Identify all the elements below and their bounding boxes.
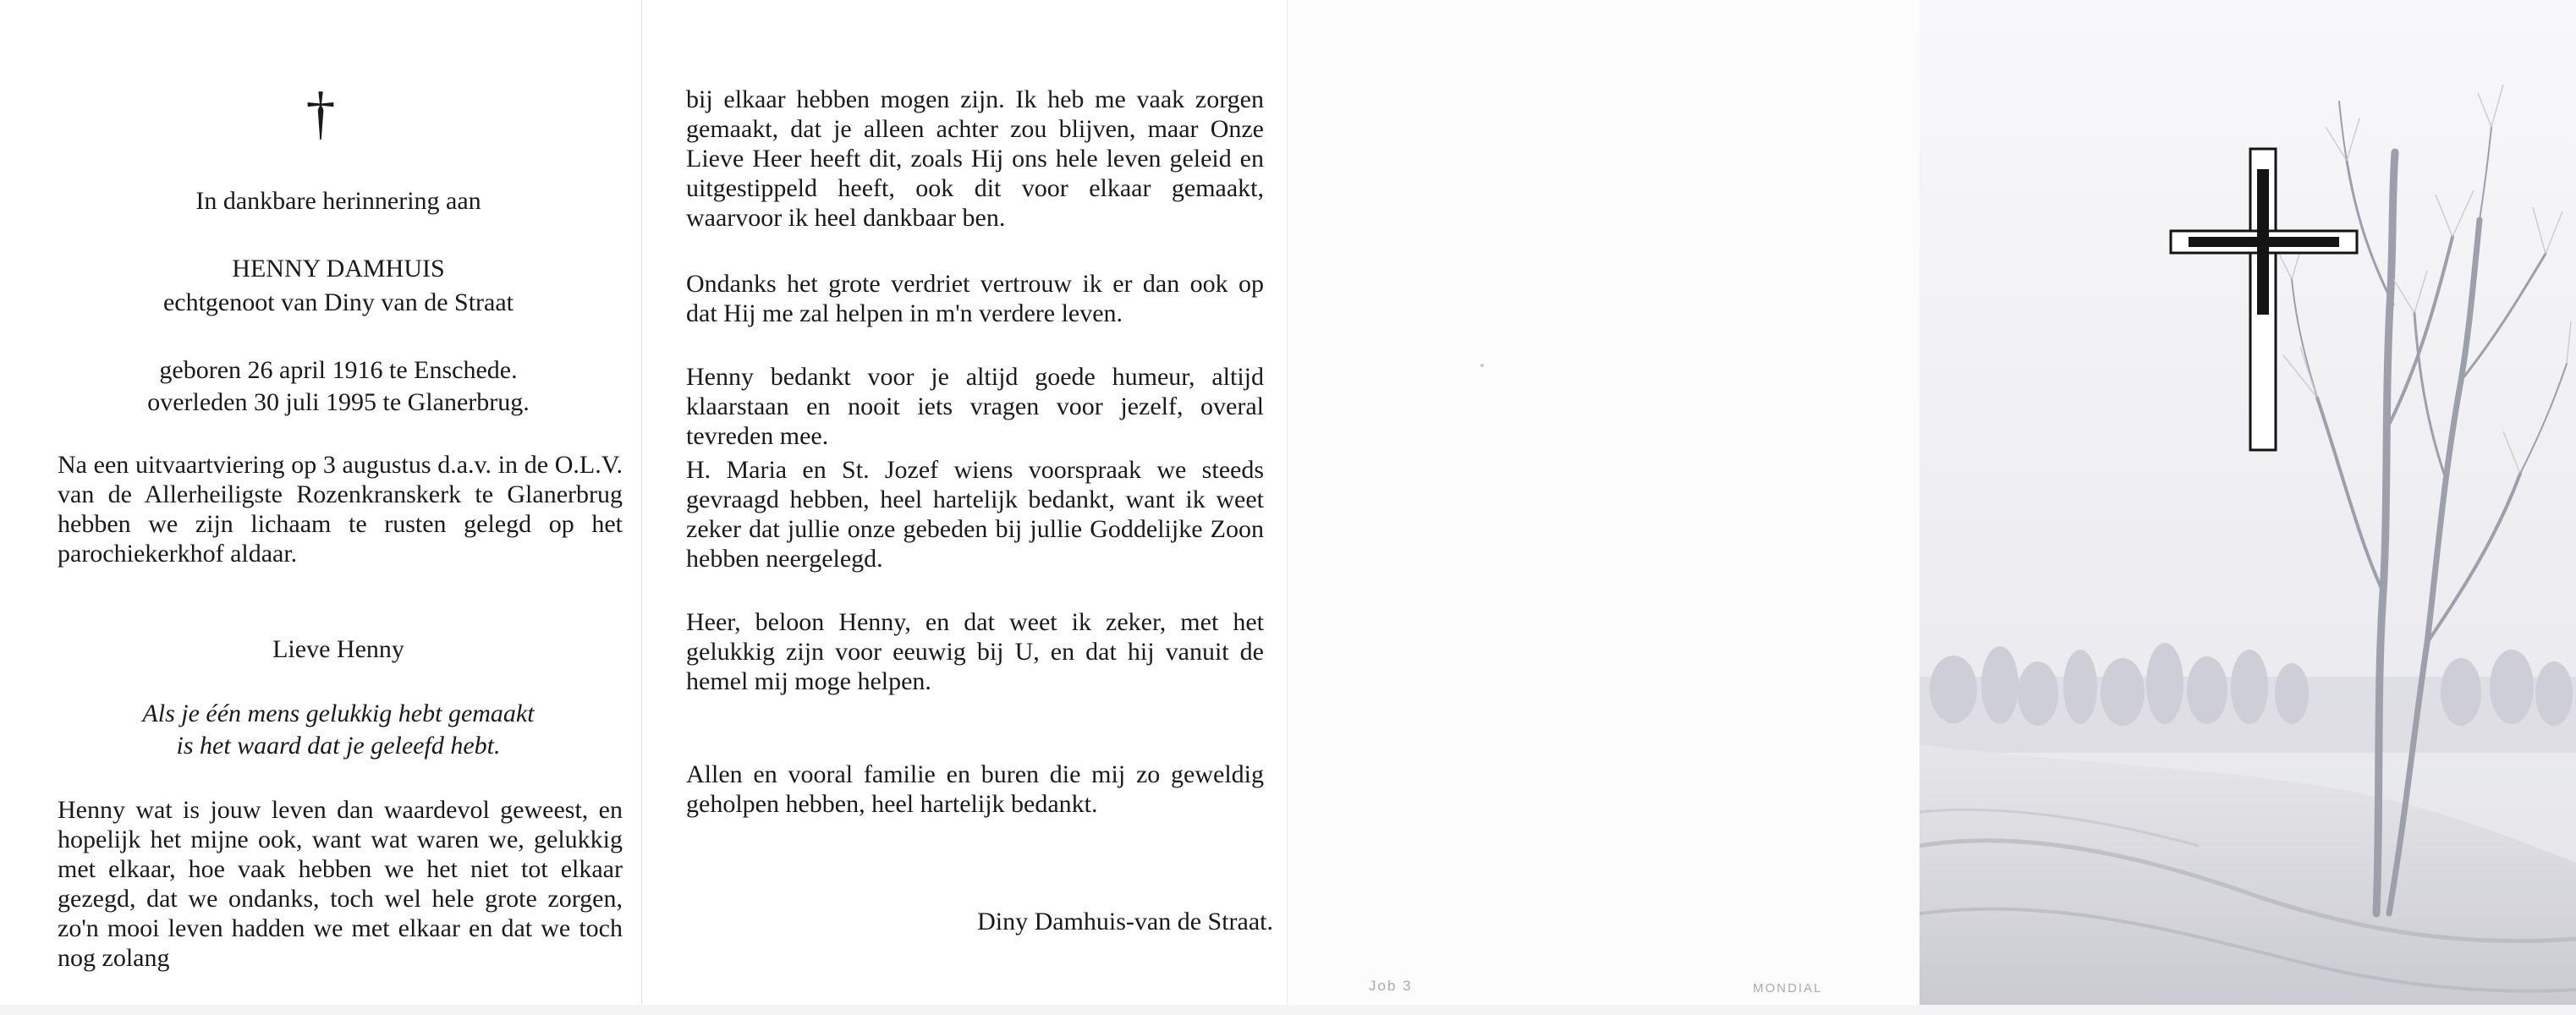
signature: Diny Damhuis-van de Straat. [977, 908, 1273, 935]
funeral-paragraph: Na een uitvaartviering op 3 augustus d.a.v. in de O.L.V. van de Allerheiligste Rozenkranskerk te Glanerbrug hebben we zijn lichaam te rusten gelegd op het parochiekerkhof aldaar. [58, 451, 623, 568]
intro-text: In dankbare herinnering aan [195, 187, 481, 215]
footer-job-number: Job 3 [1369, 978, 1413, 994]
speck [1480, 364, 1484, 367]
birth-line: geboren 26 april 1916 te Enschede. [159, 356, 518, 384]
quote-line-1: Als je één mens gelukkig hebt gemaakt [142, 700, 535, 727]
left-page [0, 0, 641, 1005]
letter-paragraph-4: H. Maria en St. Jozef wiens voorspraak we steeds gevraagd hebben, heel hartelijk bedankt, want ik weet zeker dat jullie onze gebeden bij jullie Goddelijke Zoon hebben neergelegd. [686, 456, 1264, 573]
letter-paragraph-start: Henny wat is jouw leven dan waardevol geweest, en hopelijk het mijne ook, want wat waren we, gelukkig met elkaar, hoe vaak hebben we het niet tot elkaar gezegd, dat we ondanks, toch wel hele grote zorgen, zo'n mooi leven hadden we met elkaar en dat we toch nog zolang [58, 796, 623, 972]
cross-icon: † [305, 81, 336, 146]
footer-publisher: MONDIAL [1753, 981, 1823, 996]
back-cover [1287, 0, 1920, 1005]
winter-landscape-photo [1920, 0, 2576, 1005]
right-page [641, 0, 1288, 1005]
letter-paragraph-2: Ondanks het grote verdriet vertrouw ik er dan ook op dat Hij me zal helpen in m'n verdere leven. [686, 270, 1264, 327]
salutation: Lieve Henny [272, 635, 404, 663]
front-cover [1920, 0, 2576, 1005]
letter-paragraph-6: Allen en vooral familie en buren die mij zo geweldig geholpen hebben, heel hartelijk bedankt. [686, 760, 1264, 818]
letter-paragraph-5: Heer, beloon Henny, en dat weet ik zeker, met het gelukkig zijn voor eeuwig bij U, en dat hij vanuit de hemel mij moge helpen. [686, 608, 1264, 695]
letter-paragraph-1: bij elkaar hebben mogen zijn. Ik heb me vaak zorgen gemaakt, dat je alleen achter zou blijven, maar Onze Lieve Heer heeft dit, zoals Hij ons hele leven geleid en uitgestippeld heeft, ook dit voor elkaar gemaakt, waarvoor ik heel dankbaar ben. [686, 85, 1264, 232]
letter-paragraph-3: Henny bedankt voor je altijd goede humeur, altijd klaarstaan en nooit iets vragen voor jezelf, overal tevreden mee. [686, 363, 1264, 450]
quote-line-2: is het waard dat je geleefd hebt. [176, 732, 501, 760]
deceased-name: HENNY DAMHUIS [232, 255, 445, 283]
spouse-line: echtgenoot van Diny van de Straat [162, 288, 514, 316]
death-line: overleden 30 juli 1995 te Glanerbrug. [147, 388, 530, 416]
